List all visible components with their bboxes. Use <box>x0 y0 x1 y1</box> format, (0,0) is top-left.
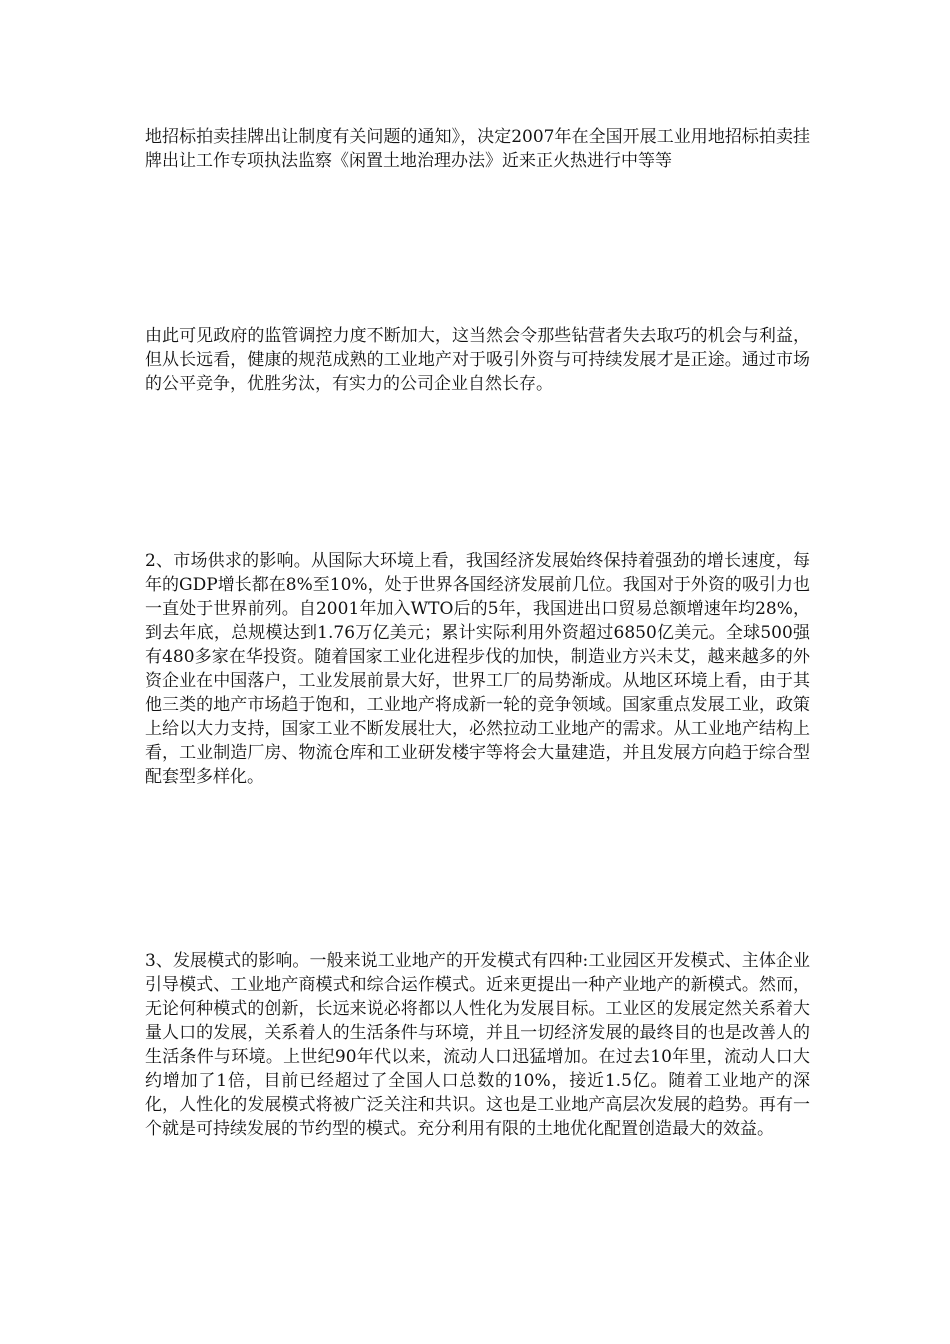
paragraph-government-regulation: 由此可见政府的监管调控力度不断加大，这当然会令那些钻营者失去取巧的机会与利益，但从长远看，健康的规范成熟的工业地产对于吸引外资与可持续发展才是正途。通过市场的公平竞争，优胜劣汰，有实力的公司企业自然长存。 <box>145 326 810 394</box>
paragraph-market-supply-demand: 2、市场供求的影响。从国际大环境上看，我国经济发展始终保持着强劲的增长速度，每年的GDP增长都在8%至10%，处于世界各国经济发展前几位。我国对于外资的吸引力也一直处于世界前列。自2001年加入WTO后的5年，我国进出口贸易总额增速年均28%，到去年底，总规模达到1.76万亿美元；累计实际利用外资超过6850亿美元。全球500强有480多家在华投资。随着国家工业化进程步伐的加快，制造业方兴未艾，越来越多的外资企业在中国落户，工业发展前景大好，世界工厂的局势渐成。从地区环境上看，由于其他三类的地产市场趋于饱和，工业地产将成新一轮的竞争领域。国家重点发展工业，政策上给以大力支持，国家工业不断发展壮大，必然拉动工业地产的需求。从工业地产结构上看，工业制造厂房、物流仓库和工业研发楼宇等将会大量建造，并且发展方向趋于综合型配套型多样化。 <box>145 551 810 787</box>
paragraph-land-auction-notice: 地招标拍卖挂牌出让制度有关问题的通知》，决定2007年在全国开展工业用地招标拍卖挂牌出让工作专项执法监察《闲置土地治理办法》近来正火热进行中等等 <box>145 127 810 171</box>
paragraph-development-model: 3、发展模式的影响。一般来说工业地产的开发模式有四种:工业园区开发模式、主体企业引导模式、工业地产商模式和综合运作模式。近来更提出一种产业地产的新模式。然而，无论何种模式的创新，长远来说必将都以人性化为发展目标。工业区的发展定然关系着大量人口的发展，关系着人的生活条件与环境，并且一切经济发展的最终目的也是改善人的生活条件与环境。上世纪90年代以来，流动人口迅猛增加。在过去10年里，流动人口大约增加了1倍，目前已经超过了全国人口总数的10%，接近1.5亿。随着工业地产的深化，人性化的发展模式将被广泛关注和共识。这也是工业地产高层次发展的趋势。再有一个就是可持续发展的节约型的模式。充分利用有限的土地优化配置创造最大的效益。 <box>145 951 810 1139</box>
